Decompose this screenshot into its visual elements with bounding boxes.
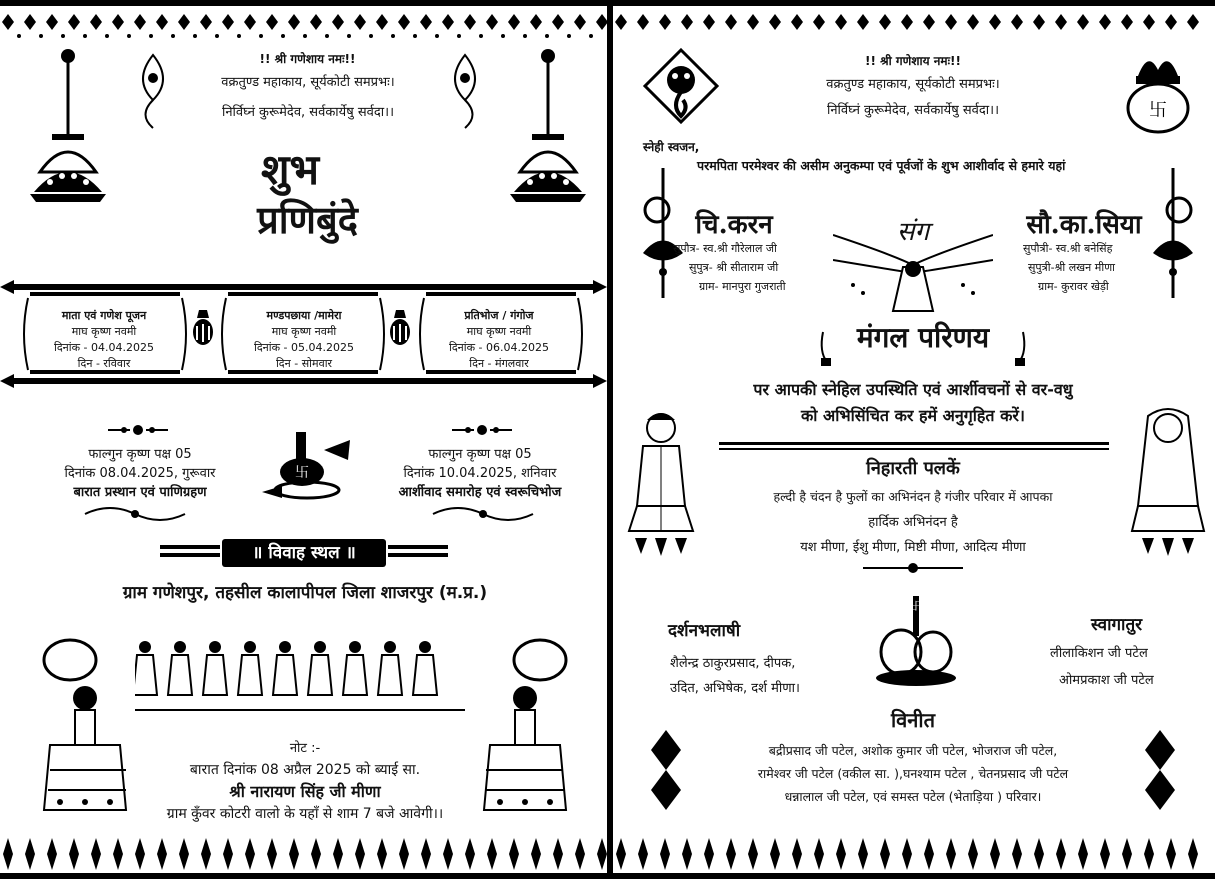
border-dot (237, 34, 241, 38)
border-diamond (574, 14, 586, 30)
vinit-line-1: बद्रीप्रसाद जी पटेल, अशोक कुमार जी पटेल, भोजराज जी पटेल, (768, 743, 1058, 758)
border-mark (245, 838, 255, 870)
hanging-lamp-left-icon (20, 42, 120, 212)
procession-figure-body (168, 655, 192, 695)
border-mark (3, 838, 13, 870)
event-1-name: बारात प्रस्थान एवं पाणिग्रहण (73, 485, 207, 500)
border-mark (69, 838, 79, 870)
darshan-line-2: उदित, अभिषेक, दर्श मीणा। (670, 681, 800, 696)
border-mark (1144, 838, 1154, 870)
procession-figure-head (139, 641, 151, 653)
border-mark (575, 838, 585, 870)
schedule-title: प्रतिभोज / गंगोज (464, 309, 534, 322)
border-mark (770, 838, 780, 870)
ganesh-icon (641, 46, 721, 126)
border-dot (303, 34, 307, 38)
schedule-date: दिनांक - 04.04.2025 (53, 341, 155, 354)
border-diamond (681, 14, 693, 30)
border-diamond (901, 14, 913, 30)
venue-label: ॥ विवाह स्थल ॥ (222, 539, 386, 567)
note-line-1: बारात दिनांक 08 अप्रैल 2025 को ब्याई सा. (189, 762, 421, 778)
procession-figure-head (349, 641, 361, 653)
border-mark (858, 838, 868, 870)
border-diamond (637, 14, 649, 30)
border-diamond (659, 14, 671, 30)
border-mark (638, 838, 648, 870)
event-2-name: आर्शीवाद समारोह एवं स्वरूचिभोज (398, 485, 562, 500)
border-mark (553, 838, 563, 870)
swagat-line-1: लीलाकिशन जी पटेल (1050, 646, 1148, 661)
border-mark (1012, 838, 1022, 870)
schedule-tithi: माघ कृष्ण नवमी (466, 325, 532, 338)
schedule-title: माता एवं गणेश पूजन (61, 309, 147, 322)
border-mark (946, 838, 956, 870)
border-mark (597, 838, 607, 870)
peacock-ornament-left-icon (128, 50, 178, 130)
niharti-title: निहारती पलकें (866, 458, 960, 479)
greeting: स्नेही स्वजन, (643, 140, 700, 154)
border-mark (704, 838, 714, 870)
border-dot (545, 34, 549, 38)
border-dot (281, 34, 285, 38)
flourish-icon (108, 420, 168, 440)
border-diamond (1187, 14, 1199, 30)
svg-text:卐: 卐 (295, 465, 309, 481)
procession-figure-head (279, 641, 291, 653)
border-diamond (725, 14, 737, 30)
border-diamond (508, 14, 520, 30)
border-diamond (90, 14, 102, 30)
vinit-line-2: रामेश्वर जी पटेल (वकील सा. ),घनश्याम पटेल , चेतनप्रसाद जी पटेल (757, 766, 1069, 781)
border-dot (83, 34, 87, 38)
heading-line-2: प्रणिबुंदे (257, 197, 358, 242)
border-dot (457, 34, 461, 38)
swirl-ornament-icon (80, 502, 190, 526)
border-mark (1056, 838, 1066, 870)
note-line-3: ग्राम कुँवर कोटरी वालो के यहाँ से शाम 7 बजे आवेगी।। (166, 806, 444, 822)
shloka-title: !! श्री गणेशाय नमः!! (865, 54, 961, 68)
border-mark (616, 838, 626, 870)
procession-figure-head (384, 641, 396, 653)
border-diamond (420, 14, 432, 30)
dhol-player-right-icon (480, 630, 580, 820)
border-dot (105, 34, 109, 38)
border-dot (171, 34, 175, 38)
border-mark (465, 838, 475, 870)
border-mark (311, 838, 321, 870)
side-motif-right-icon (1145, 730, 1175, 810)
note-label: नोट :- (289, 741, 321, 756)
border-diamond (769, 14, 781, 30)
border-dot (567, 34, 571, 38)
border-diamond (879, 14, 891, 30)
border-diamond (376, 14, 388, 30)
shloka-line-2: निर्विघ्नं कुरूमेदेव, सर्वकार्येषु सर्वदा।। (826, 103, 1000, 118)
border-diamond (310, 14, 322, 30)
border-dot (149, 34, 153, 38)
border-dot (325, 34, 329, 38)
border-mark (748, 838, 758, 870)
bride-detail-2: सुपुत्री-श्री लखन मीणा (1028, 261, 1115, 274)
border-mark (487, 838, 497, 870)
event-2-tithi: फाल्गुन कृष्ण पक्ष 05 (428, 447, 532, 462)
event-1-tithi: फाल्गुन कृष्ण पक्ष 05 (88, 447, 192, 462)
border-mark (924, 838, 934, 870)
border-mark (333, 838, 343, 870)
bride-name: सौ.का.सिया (1026, 210, 1142, 240)
border-diamond (134, 14, 146, 30)
border-mark (113, 838, 123, 870)
bride-figure-illustration (1118, 406, 1208, 576)
border-dot (501, 34, 505, 38)
procession-figure-head (314, 641, 326, 653)
border-diamond (1011, 14, 1023, 30)
dhol-player-left-icon (30, 630, 130, 820)
procession-figure-body (378, 655, 402, 695)
border-diamond (1033, 14, 1045, 30)
border-dot (17, 34, 21, 38)
border-dot (259, 34, 263, 38)
border-diamond (464, 14, 476, 30)
groom-detail-1: सुपौत्र- स्व.श्री गौरेलाल जी (673, 242, 777, 255)
border-mark (135, 838, 145, 870)
border-mark (399, 838, 409, 870)
border-mark (726, 838, 736, 870)
border-dot (127, 34, 131, 38)
schedule-title: मण्डपछाया /मामेरा (266, 309, 342, 322)
procession-figure-body (238, 655, 262, 695)
bride-detail-3: ग्राम- कुरावर खेड़ी (1038, 280, 1109, 293)
border-dot (391, 34, 395, 38)
border-mark (1188, 838, 1198, 870)
shloka-title: !! श्री गणेशाय नमः!! (259, 52, 356, 66)
border-mark (157, 838, 167, 870)
shloka-line-1: वक्रतुण्ड महाकाय, सूर्यकोटी समप्रभः। (826, 77, 1000, 92)
svg-text:卐: 卐 (909, 599, 923, 613)
intro-line: परमपिता परमेश्वर की असीम अनुकम्पा एवं पूर्वजों के शुभ आशीर्वाद से हमारे यहां (697, 158, 1066, 173)
swagat-line-2: ओमप्रकाश जी पटेल (1059, 673, 1154, 688)
border-mark (355, 838, 365, 870)
border-mark (836, 838, 846, 870)
border-diamond (68, 14, 80, 30)
shloka-line-2: निर्विघ्नं कुरूमेदेव, सर्वकार्येषु सर्वदा।। (221, 105, 395, 120)
procession-figure-body (135, 655, 157, 695)
border-mark (880, 838, 890, 870)
border-diamond (112, 14, 124, 30)
procession-figure-body (308, 655, 332, 695)
border-mark (531, 838, 541, 870)
procession-figure-head (209, 641, 221, 653)
border-diamond (486, 14, 498, 30)
procession-figure-body (203, 655, 227, 695)
schedule-day: दिन - सोमवार (275, 357, 333, 370)
border-mark (792, 838, 802, 870)
border-mark (289, 838, 299, 870)
border-dot (523, 34, 527, 38)
border-diamond (244, 14, 256, 30)
border-diamond (813, 14, 825, 30)
bottom-decorative-border (0, 830, 607, 879)
border-diamond (222, 14, 234, 30)
border-diamond (615, 14, 627, 30)
peacock-ornament-right-icon (440, 50, 490, 130)
darshan-title: दर्शनभलाषी (668, 621, 741, 641)
kalash-icon (1118, 50, 1198, 140)
border-mark (990, 838, 1000, 870)
border-mark (91, 838, 101, 870)
schedule-day: दिन - मंगलवार (469, 357, 529, 370)
border-mark (421, 838, 431, 870)
swirl-ornament-icon (428, 502, 538, 526)
darshan-line-1: शैलेन्द्र ठाकुरप्रसाद, दीपक, (670, 656, 796, 671)
border-diamond (354, 14, 366, 30)
svg-text:卐: 卐 (1149, 100, 1167, 121)
border-diamond (791, 14, 803, 30)
mangal-parinay-title: मंगल परिणय (856, 321, 990, 354)
border-diamond (1165, 14, 1177, 30)
title-tassels-icon (817, 322, 1029, 368)
groom-figure-illustration (621, 406, 711, 576)
border-dot (589, 34, 593, 38)
right-card-panel (613, 0, 1215, 879)
vinit-line-3: धन्नालाल जी पटेल, एवं समस्त पटेल (भेताड़िया ) परिवार। (784, 789, 1042, 804)
border-dot (61, 34, 65, 38)
procession-figure-head (244, 641, 256, 653)
border-mark (179, 838, 189, 870)
border-diamond (266, 14, 278, 30)
bride-detail-1: सुपौत्री- स्व.श्री बनेसिंह (1023, 242, 1113, 255)
swagat-title: स्वागातुर (1091, 615, 1143, 635)
border-diamond (989, 14, 1001, 30)
groom-detail-3: ग्राम- मानपुरा गुजराती (699, 280, 786, 293)
border-mark (1122, 838, 1132, 870)
flourish-icon (452, 420, 512, 440)
border-dot (39, 34, 43, 38)
left-card-panel (0, 0, 607, 879)
border-diamond (552, 14, 564, 30)
border-mark (377, 838, 387, 870)
border-diamond (1143, 14, 1155, 30)
border-diamond (596, 14, 607, 30)
border-dot (435, 34, 439, 38)
border-diamond (24, 14, 36, 30)
niharti-line-2: हार्दिक अभिनंदन है (868, 515, 958, 530)
border-dot (369, 34, 373, 38)
border-diamond (747, 14, 759, 30)
border-diamond (703, 14, 715, 30)
schedule-tithi: माघ कृष्ण नवमी (271, 325, 337, 338)
border-dot (479, 34, 483, 38)
border-mark (968, 838, 978, 870)
border-dot (347, 34, 351, 38)
bottom-decorative-border (613, 830, 1215, 879)
hanging-lamp-right-icon (496, 42, 596, 212)
border-mark (223, 838, 233, 870)
border-mark (25, 838, 35, 870)
procession-figure-head (174, 641, 186, 653)
border-mark (814, 838, 824, 870)
dhol-drums-icon (871, 592, 961, 692)
event-1-date: दिनांक 08.04.2025, गुरूवार (64, 466, 216, 481)
border-mark (1034, 838, 1044, 870)
border-mark (902, 838, 912, 870)
procession-figure-body (413, 655, 437, 695)
border-mark (47, 838, 57, 870)
border-mark (682, 838, 692, 870)
border-diamond (530, 14, 542, 30)
schedule-item-1 (26, 308, 182, 372)
border-diamond (1055, 14, 1067, 30)
border-diamond (1099, 14, 1111, 30)
invite-line-2: को अभिसिंचित कर हमें अनुगृहित करें। (801, 406, 1025, 425)
divider-ornament-icon (863, 560, 963, 576)
side-motif-left-icon (651, 730, 681, 810)
border-mark (660, 838, 670, 870)
border-mark (1100, 838, 1110, 870)
top-decorative-border (0, 0, 607, 42)
border-diamond (46, 14, 58, 30)
sang-text: संग (896, 217, 930, 247)
schedule-item-3 (421, 308, 577, 372)
border-diamond (967, 14, 979, 30)
heading-line-1: शुभ (260, 145, 320, 194)
border-diamond (1077, 14, 1089, 30)
shloka-line-1: वक्रतुण्ड महाकाय, सूर्यकोटी समप्रभः। (221, 75, 395, 90)
border-dot (215, 34, 219, 38)
event-2-date: दिनांक 10.04.2025, शनिवार (403, 466, 557, 481)
schedule-date: दिनांक - 06.04.2025 (448, 341, 550, 354)
schedule-tithi: माघ कृष्ण नवमी (71, 325, 137, 338)
invite-line-1: पर आपकी स्नेहिल उपस्थिति एवं आर्शीवचनों से वर-वधु (753, 380, 1073, 399)
border-mark (443, 838, 453, 870)
border-dot (413, 34, 417, 38)
border-diamond (156, 14, 168, 30)
schedule-item-2 (226, 308, 382, 372)
venue-address: ग्राम गणेशपुर, तहसील कालापीपल जिला शाजरपुर (म.प्र.) (122, 583, 488, 603)
border-mark (509, 838, 519, 870)
vinit-title: विनीत (891, 708, 935, 732)
groom-name: चि.करन (695, 210, 773, 240)
border-diamond (945, 14, 957, 30)
border-diamond (178, 14, 190, 30)
schedule-day: दिन - रविवार (77, 357, 131, 370)
procession-figure-body (343, 655, 367, 695)
border-diamond (332, 14, 344, 30)
border-mark (1078, 838, 1088, 870)
niharti-line-1: हल्दी है चंदन है फुलों का अभिनंदन है गंजीर परिवार में आपका (773, 489, 1053, 504)
border-diamond (835, 14, 847, 30)
top-decorative-border (613, 0, 1215, 42)
note-name: श्री नारायण सिंह जी मीणा (229, 782, 381, 801)
groom-detail-2: सुपुत्र- श्री सीताराम जी (689, 261, 779, 274)
baraat-procession-illustration (135, 625, 465, 720)
niharti-line-3: यश मीणा, ईशु मीणा, मिष्टी मीणा, आदित्य मीणा (800, 540, 1026, 555)
border-diamond (200, 14, 212, 30)
border-diamond (2, 14, 14, 30)
schedule-date: दिनांक - 05.04.2025 (253, 341, 355, 354)
kalash-shehnai-icon (262, 430, 352, 500)
border-diamond (398, 14, 410, 30)
procession-figure-head (419, 641, 431, 653)
border-diamond (442, 14, 454, 30)
border-mark (267, 838, 277, 870)
border-mark (1166, 838, 1176, 870)
border-mark (201, 838, 211, 870)
border-diamond (923, 14, 935, 30)
border-diamond (857, 14, 869, 30)
border-dot (193, 34, 197, 38)
border-diamond (288, 14, 300, 30)
procession-figure-body (273, 655, 297, 695)
border-diamond (1121, 14, 1133, 30)
